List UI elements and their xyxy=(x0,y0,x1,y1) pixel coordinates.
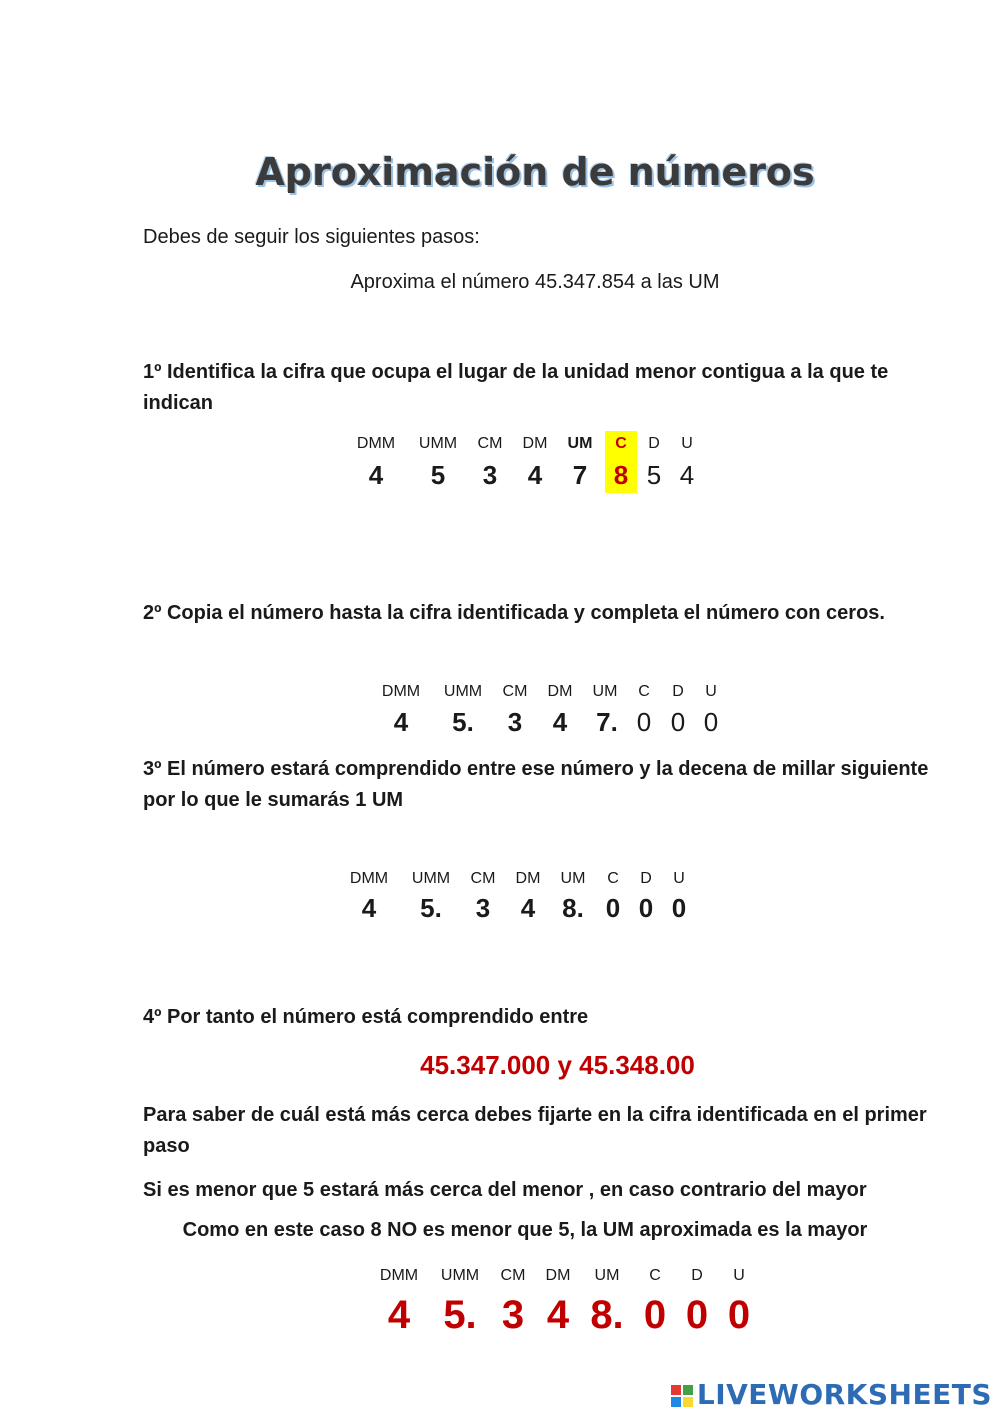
label-dm: DM xyxy=(522,435,548,452)
label-dm: DM xyxy=(545,1267,571,1284)
rule-text: Si es menor que 5 estará más cerca del menor , en caso contrario del mayor xyxy=(143,1179,867,1201)
digit-d: 0 xyxy=(685,1293,709,1337)
digit-d: 0 xyxy=(638,893,654,923)
label-u: U xyxy=(681,435,693,452)
label-um: UM xyxy=(567,435,593,452)
digit-cm: 3 xyxy=(482,460,498,490)
page-title: Aproximación de números xyxy=(255,150,815,194)
digit-um: 7 xyxy=(572,460,588,490)
label-c: C xyxy=(607,870,619,887)
digit-dm: 4 xyxy=(527,460,543,490)
digit-um: 8. xyxy=(590,1293,624,1337)
step-4: 4º Por tanto el número está comprendido entre xyxy=(143,1006,589,1028)
label-umm: UMM xyxy=(443,683,483,700)
label-u: U xyxy=(673,870,685,887)
label-umm: UMM xyxy=(418,435,458,452)
digit-d: 5 xyxy=(646,460,662,490)
digit-dm: 4 xyxy=(552,707,568,737)
digit-dmm: 4 xyxy=(368,460,384,490)
label-u: U xyxy=(733,1267,745,1284)
digit-c: 8 xyxy=(613,460,629,490)
digit-umm: 5. xyxy=(443,1293,477,1337)
digit-u: 0 xyxy=(671,893,687,923)
label-d: D xyxy=(640,870,652,887)
task-text: Aproxima el número 45.347.854 a las UM xyxy=(350,271,720,293)
digit-umm: 5. xyxy=(452,707,474,737)
liveworksheets-logo xyxy=(671,1378,992,1411)
digit-c: 0 xyxy=(605,893,621,923)
range-text: 45.347.000 y 45.348.00 xyxy=(420,1050,695,1080)
label-umm: UMM xyxy=(440,1267,480,1284)
label-dmm: DMM xyxy=(381,683,421,700)
label-dm: DM xyxy=(547,683,573,700)
digit-u: 0 xyxy=(727,1293,751,1337)
closer-text: Para saber de cuál está más cerca debes fijarte en la cifra identificada en el primer paso xyxy=(143,1104,927,1157)
label-u: U xyxy=(705,683,717,700)
digit-u: 0 xyxy=(703,707,719,737)
step-3: 3º El número estará comprendido entre ese número y la decena de millar siguiente por lo que le sumarás 1 UM xyxy=(143,758,929,811)
label-cm: CM xyxy=(477,435,503,452)
digit-dmm: 4 xyxy=(393,707,409,737)
digit-u: 4 xyxy=(679,460,695,490)
step-2: 2º Copia el número hasta la cifra identificada y completa el número con ceros. xyxy=(143,602,885,624)
label-c: C xyxy=(638,683,650,700)
digit-cm: 3 xyxy=(475,893,491,923)
logo-text: LIVEWORKSHEETS xyxy=(696,1378,992,1411)
intro-text: Debes de seguir los siguientes pasos: xyxy=(143,226,480,248)
digit-c: 0 xyxy=(636,707,652,737)
label-um: UM xyxy=(592,683,618,700)
label-d: D xyxy=(672,683,684,700)
label-cm: CM xyxy=(470,870,496,887)
digit-cm: 3 xyxy=(501,1293,525,1337)
label-um: UM xyxy=(594,1267,620,1284)
digit-cm: 3 xyxy=(507,707,523,737)
digit-umm: 5 xyxy=(430,460,446,490)
label-cm: CM xyxy=(500,1267,526,1284)
label-c: C xyxy=(615,435,627,452)
label-dmm: DMM xyxy=(349,870,389,887)
digit-d: 0 xyxy=(670,707,686,737)
label-d: D xyxy=(691,1267,703,1284)
digit-dm: 4 xyxy=(520,893,536,923)
digit-um: 8. xyxy=(562,893,584,923)
label-umm: UMM xyxy=(411,870,451,887)
digit-umm: 5. xyxy=(420,893,442,923)
label-d: D xyxy=(648,435,660,452)
digit-dmm: 4 xyxy=(361,893,377,923)
digit-dmm: 4 xyxy=(387,1293,411,1337)
label-dm: DM xyxy=(515,870,541,887)
logo-blocks-icon xyxy=(671,1385,693,1407)
label-um: UM xyxy=(560,870,586,887)
label-dmm: DMM xyxy=(356,435,396,452)
label-c: C xyxy=(649,1267,661,1284)
digit-dm: 4 xyxy=(546,1293,570,1337)
label-dmm: DMM xyxy=(379,1267,419,1284)
label-cm: CM xyxy=(502,683,528,700)
digit-c: 0 xyxy=(643,1293,667,1337)
digit-um: 7. xyxy=(596,707,618,737)
conclusion-text: Como en este caso 8 NO es menor que 5, la UM aproximada es la mayor xyxy=(182,1219,868,1241)
step-1: 1º Identifica la cifra que ocupa el lugar de la unidad menor contigua a la que te indican xyxy=(143,361,889,414)
